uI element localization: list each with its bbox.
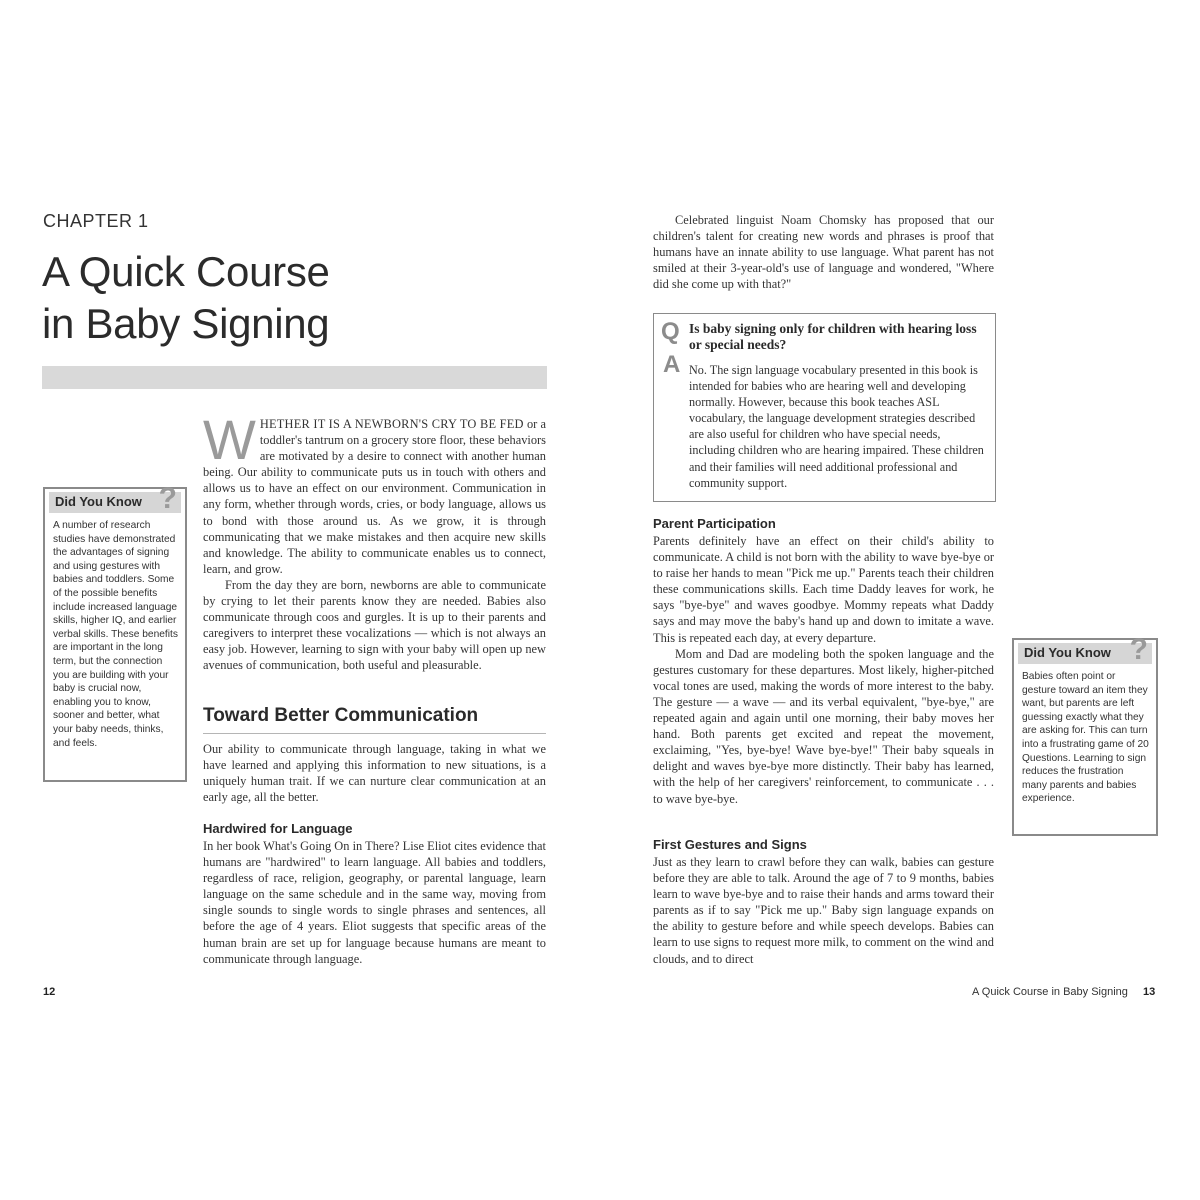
hardwired-paragraph: In her book What's Going On in There? Lise Eliot cites evidence that humans are "hardwired" to learn language. All babies and toddlers, regardless of race, religion, geography, or parental language, learn language on the same schedule and in the same way, moving from single sounds to single words to single phrases and sentences, all before the age of 4 years. Eliot suggests that specific areas of the human brain are set up for language because humans are meant to communicate through language. — [203, 839, 546, 966]
chapter-label: CHAPTER 1 — [43, 211, 149, 231]
page-number-left: 12 — [43, 986, 56, 998]
qa-question: Is baby signing only for children with hearing loss or special needs? — [689, 321, 977, 352]
did-you-know-box-left — [43, 482, 187, 782]
running-footer: A Quick Course in Baby Signing — [972, 986, 1128, 998]
title-rule-bar — [42, 366, 547, 389]
intro-paragraph-text: or a toddler's tantrum on a grocery store floor, these behaviors are motivated by a desire to connect with another human being. Our ability to communicate puts us in touch with others and allows us to have an effect on our environment. Communication in any form, whether through words, cries, or body language, allows us to bond with those around us. As we grow, it is through communicating that we make mistakes and then acquire new skills and knowledge. The ability to communicate enables us to connect, learn, and grow. — [203, 417, 547, 576]
question-mark-icon: ? — [1129, 633, 1148, 666]
did-you-know-heading — [1018, 633, 1152, 666]
intro-section — [203, 408, 547, 674]
parent-participation-paragraph-1: Parents definitely have an effect on their child's ability to communicate. A child is not born with the ability to wave bye-bye or to raise her hands to mean "Pick me up." Parents teach their children these communications skills. Each time Daddy leaves for work, he says "bye-bye" and waves goodbye. Mommy repeats what Daddy says and may move the baby's hand up and down to imitate a wave. This is repeated each day, at every departure. — [653, 534, 995, 645]
a-letter: A — [663, 351, 681, 378]
q-letter: Q — [661, 318, 680, 345]
parent-participation-text — [653, 533, 994, 807]
did-you-know-heading — [49, 482, 181, 515]
first-gestures-paragraph: Just as they learn to crawl before they can walk, babies can gesture before they are able to talk. Around the age of 7 to 9 months, babies learn to wave bye-bye and to raise their hands and arms toward their parents as if to say "Pick me up." Baby sign language expands on the ability to gesture before and while speech develops. Babies can learn to use signs to request more milk, to comment on the wind and clouds, and to direct — [653, 855, 994, 966]
did-you-know-body: Babies often point or gesture toward an item they want, but parents are left guessing exactly what they are asking for. This can turn into a frustrating game of 20 Questions. Learning to sign reduces the frustration many parents and babies experience. — [1022, 671, 1149, 805]
chapter-title-line-2: in Baby Signing — [42, 300, 330, 347]
did-you-know-title: Did You Know — [55, 494, 142, 509]
parent-participation-paragraph-2: Mom and Dad are modeling both the spoken language and the gestures customary for these departures. Most likely, higher-pitched vocal tones are used, making the words of more interest to the baby. The gesture — a wave — and its verbal equivalent, "bye-bye," are repeated again and again until one morning, their baby moves her hand. Both parents get excited and repeat the movement, exclaiming, "Yes, bye-bye! Wave bye-bye!" Their baby squeals in delight and waves bye-bye more distinctly. Their baby has learned, with the help of her caregivers' reinforcement, to communicate . . . to wave bye-bye. — [653, 646, 994, 806]
drop-cap: W — [203, 408, 256, 471]
qa-box — [653, 313, 996, 502]
subheading-parent-participation: Parent Participation — [653, 516, 776, 531]
chapter-title — [42, 246, 330, 350]
chapter-title-line-1: A Quick Course — [42, 248, 330, 295]
question-mark-icon: ? — [158, 482, 177, 515]
intro-paragraph — [203, 408, 547, 577]
section-heading: Toward Better Communication — [203, 705, 546, 734]
section-paragraph: Our ability to communicate through language, taking in what we have learned and applying this information to new situations, is a uniquely human trait. If we can nurture clear communication at an early age, all the better. — [203, 742, 546, 805]
intro-paragraph-2: From the day they are born, newborns are able to communicate by crying to let their parents know they are needed. Babies also communicate through coos and gurgles. It is up to their parents and caregivers to interpret these vocalizations — which is not always an easy job. However, learning to sign with your baby will open up new avenues of communication, both useful and pleasurable. — [203, 577, 546, 673]
intro-lead-caps: HETHER IT IS A NEWBORN'S CRY TO BE FED — [259, 417, 524, 431]
did-you-know-box-right — [1012, 633, 1158, 836]
did-you-know-body: A number of research studies have demonstrated the advantages of signing and using gestures with babies and toddlers. Some of the possible benefits include increased language skills, higher IQ, and earlier verbal skills. These benefits are important in the long term, but the connection you are building with your baby is crucial now, enabling you to know, sooner and better, what your baby needs, thinks, and feels. — [53, 520, 178, 749]
did-you-know-title: Did You Know — [1024, 645, 1111, 660]
subheading-first-gestures: First Gestures and Signs — [653, 837, 807, 852]
subheading-hardwired: Hardwired for Language — [203, 821, 353, 836]
chomsky-paragraph: Celebrated linguist Noam Chomsky has proposed that our children's talent for creating new words and phrases is proof that humans have an innate ability to use language. What parent has not smiled at their 3-year-old's use of language and wondered, "Where did she come up with that?" — [653, 213, 994, 292]
page-number-right: 13 — [1143, 986, 1156, 998]
qa-answer: No. The sign language vocabulary presented in this book is intended for babies who are hearing well and developing normally. However, because this book teaches ASL vocabulary, the language development strategies described are also useful for children who have special needs, including children who are hearing impaired. These children and their families will need additional professional and community support. — [689, 363, 984, 490]
